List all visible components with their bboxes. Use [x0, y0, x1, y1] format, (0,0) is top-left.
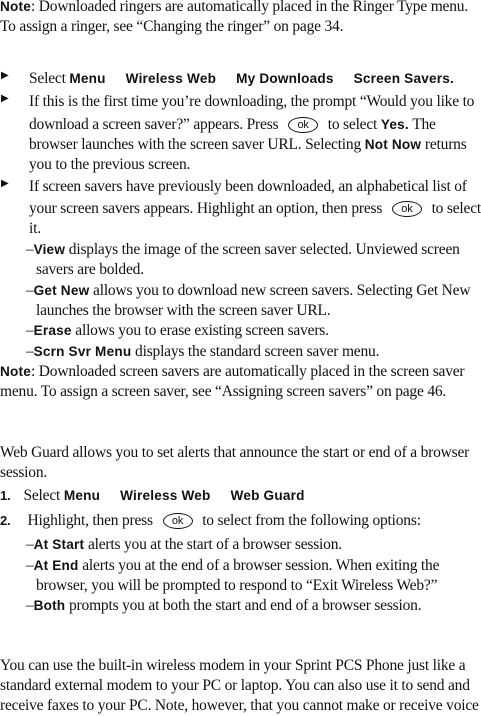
step-previous-download-l1: If screen savers have previously been downloaded, an alphabetical list of [29, 178, 467, 195]
option-both: –Both prompts you at both the start and end of a browser session. [26, 597, 422, 614]
bullet-arrow-icon: ▶ [1, 93, 9, 104]
menu-path-screen-savers: Screen Savers. [353, 71, 454, 86]
menu-path-wireless-web: Wireless Web [120, 488, 211, 503]
option-at-start: –At Start alerts you at the start of a browser session. [26, 536, 342, 553]
ok-key-icon: ok [163, 513, 193, 529]
step-first-download-l3: browser launches with the screen saver URL. Selecting Not Now returns [29, 136, 467, 153]
ok-key-icon: ok [392, 201, 422, 217]
step-first-download-l1: If this is the first time you’re downloading, the prompt “Would you like to [29, 93, 475, 110]
web-guard-intro-l2: session. [0, 464, 48, 481]
option-view: –View displays the image of the screen saver selected. Unviewed screen [26, 241, 460, 258]
option-view-l2: savers are bolded. [36, 261, 144, 278]
option-scrn-svr-menu: –Scrn Svr Menu displays the standard screen saver menu. [26, 343, 380, 360]
note-ringers: Note: Downloaded ringers are automatically placed in the Ringer Type menu. [0, 0, 469, 15]
note-ringers-line2: To assign a ringer, see “Changing the ringer” on page 34. [0, 18, 344, 35]
step-previous-download-l2: your screen savers appears. Highlight an option, then press ok to select [29, 200, 481, 217]
option-view-label: View [33, 242, 66, 257]
note-label: Note [0, 364, 32, 379]
menu-path-menu: Menu [69, 71, 106, 86]
option-at-end: –At End alerts you at the end of a browser session. When exiting the [26, 557, 440, 574]
ok-key-icon: ok [288, 117, 318, 133]
menu-path-menu: Menu [63, 488, 101, 503]
option-get-new-l2: launches the browser with the screen saver URL. [36, 302, 331, 319]
step-select-screen-savers: Select Menu Wireless Web My Downloads Screen Savers. [29, 70, 454, 87]
web-guard-intro-l1: Web Guard allows you to set alerts that announce the start or end of a browser [0, 444, 470, 461]
option-at-end-label: At End [33, 558, 79, 573]
step-first-download-l4: you to the previous screen. [29, 156, 191, 173]
option-get-new: –Get New allows you to download new screen savers. Selecting Get New [26, 282, 471, 299]
web-guard-step-2: 2. Highlight, then press ok to select from the following options: [0, 512, 421, 529]
menu-path-web-guard: Web Guard [230, 488, 305, 503]
note-screen-savers-line2: menu. To assign a screen saver, see “Assigning screen savers” on page 46. [0, 383, 447, 400]
option-erase: –Erase allows you to erase existing screen savers. [26, 322, 329, 339]
bullet-arrow-icon: ▶ [1, 70, 9, 81]
step-first-download-l2: download a screen saver?” appears. Press ok to select Yes. The [29, 116, 436, 133]
modem-paragraph-l2: standard external modem to your PC or laptop. You can also use it to send and [0, 677, 470, 694]
note-label: Note [0, 0, 32, 14]
note-screen-savers: Note: Downloaded screen savers are automatically placed in the screen saver [0, 363, 465, 380]
not-now-option: Not Now [364, 137, 422, 152]
modem-paragraph-l1: You can use the built-in wireless modem in your Sprint PCS Phone just like a [0, 657, 466, 674]
option-get-new-label: Get New [33, 283, 90, 298]
option-at-end-l2: browser, you will be prompted to respond to “Exit Wireless Web?” [36, 577, 438, 594]
menu-path-wireless-web: Wireless Web [125, 71, 217, 86]
option-at-start-label: At Start [33, 537, 85, 552]
menu-path-my-downloads: My Downloads [236, 71, 334, 86]
option-both-label: Both [33, 598, 66, 613]
modem-paragraph-l3: receive faxes to your PC. Note, however, that you cannot make or receive voice [0, 697, 479, 714]
web-guard-step-1: 1. Select Menu Wireless Web Web Guard [0, 487, 305, 504]
option-erase-label: Erase [33, 323, 72, 338]
option-scrn-svr-menu-label: Scrn Svr Menu [33, 344, 132, 359]
yes-option: Yes. [380, 117, 409, 132]
step-previous-download-l3: it. [29, 220, 41, 237]
bullet-arrow-icon: ▶ [1, 178, 9, 189]
